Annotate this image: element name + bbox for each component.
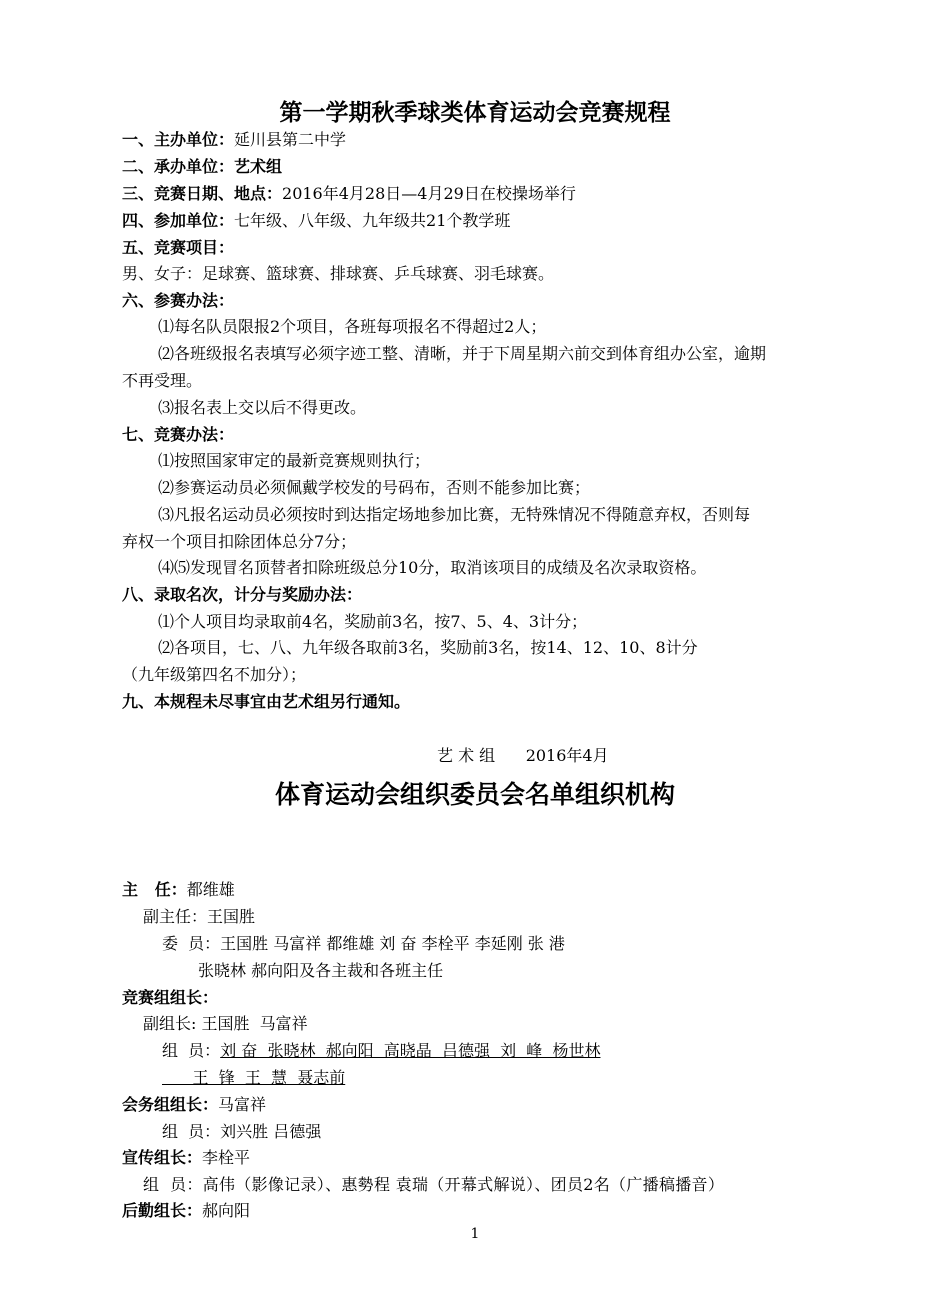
section-8-item-2: ⑵各项目，七、八、九年级各取前3名，奖励前3名，按14、12、10、8计分 — [158, 638, 698, 657]
committee-members-line-1: 委 员：王国胜 马富祥 都维雄 刘 奋 李栓平 李延刚 张 港 — [162, 934, 565, 953]
logistics-group-line: 后勤组长：郝向阳 — [122, 1201, 251, 1220]
section-8-heading: 八、录取名次，计分与奖励办法： — [122, 585, 363, 604]
section-3: 三、竞赛日期、地点：2016年4月28日—4月29日在校操场举行 — [122, 184, 576, 203]
section-5-text: 男、女子：足球赛、篮球赛、排球赛、乒乓球赛、羽毛球赛。 — [122, 264, 555, 283]
affairs-group-line: 会务组组长：马富祥 — [122, 1095, 267, 1114]
section-8-item-2-cont: （九年级第四名不加分）； — [122, 665, 307, 684]
section-7-item-4: ⑷⑸发现冒名顶替者扣除班级总分10分，取消该项目的成绩及名次录取资格。 — [158, 558, 707, 577]
committee-title: 体育运动会组织委员会名单组织机构 — [274, 780, 675, 809]
section-7-heading: 七、竞赛办法： — [122, 425, 235, 444]
section-1: 一、主办单位：延川县第二中学 — [122, 130, 347, 149]
section-7-item-2: ⑵参赛运动员必须佩戴学校发的号码布，否则不能参加比赛； — [158, 478, 591, 497]
page-number: 1 — [470, 1226, 480, 1242]
section-6-item-2-cont: 不再受理。 — [122, 371, 203, 390]
section-7-item-3: ⑶凡报名运动员必须按时到达指定场地参加比赛，无特殊情况不得随意弃权，否则每 — [158, 505, 751, 524]
director-line: 主 任：都维雄 — [122, 880, 235, 899]
committee-members-line-2: 张晓林 郝向阳及各主裁和各班主任 — [198, 961, 444, 980]
competition-group-heading: 竞赛组组长： — [122, 988, 219, 1007]
page-title: 第一学期秋季球类体育运动会竞赛规程 — [279, 100, 671, 126]
section-4: 四、参加单位：七年级、八年级、九年级共21个教学班 — [122, 211, 511, 230]
section-6-item-2: ⑵各班级报名表填写必须字迹工整、清晰，并于下周星期六前交到体育组办公室，逾期 — [158, 344, 767, 363]
deputy-director-line: 副主任：王国胜 — [143, 907, 256, 926]
section-2: 二、承办单位：艺术组 — [122, 157, 283, 176]
publicity-group-line: 宣传组长：李栓平 — [122, 1148, 251, 1167]
section-8-item-1: ⑴个人项目均录取前4名，奖励前3名，按7、5、4、3计分； — [158, 612, 588, 631]
section-6-heading: 六、参赛办法： — [122, 291, 235, 310]
section-7-item-1: ⑴按照国家审定的最新竞赛规则执行； — [158, 451, 431, 470]
affairs-members-line: 组 员：刘兴胜 吕德强 — [162, 1122, 322, 1141]
section-6-item-1: ⑴每名队员限报2个项目，各班每项报名不得超过2人； — [158, 317, 547, 336]
competition-members-line-2: 王 锋 王 慧 聂志前 — [162, 1068, 346, 1087]
competition-deputy-line: 副组长: 王国胜 马富祥 — [143, 1014, 308, 1033]
publicity-members-line: 组 员：高伟（影像记录）、惠勢程 袁瑞（开幕式解说）、团员2名（广播稿播音） — [143, 1175, 725, 1194]
section-6-item-3: ⑶报名表上交以后不得更改。 — [158, 398, 367, 417]
competition-members-line-1: 组 员：刘 奋 张晓林 郝向阳 高晓晶 吕德强 刘 峰 杨世林 — [162, 1041, 601, 1060]
signature-line: 艺 术 组 2016年4月 — [437, 746, 609, 765]
section-7-item-3-cont: 弃权一个项目扣除团体总分7分； — [122, 532, 357, 551]
section-5-heading: 五、竞赛项目： — [122, 238, 235, 257]
section-9: 九、本规程未尽事宜由艺术组另行通知。 — [122, 692, 411, 711]
